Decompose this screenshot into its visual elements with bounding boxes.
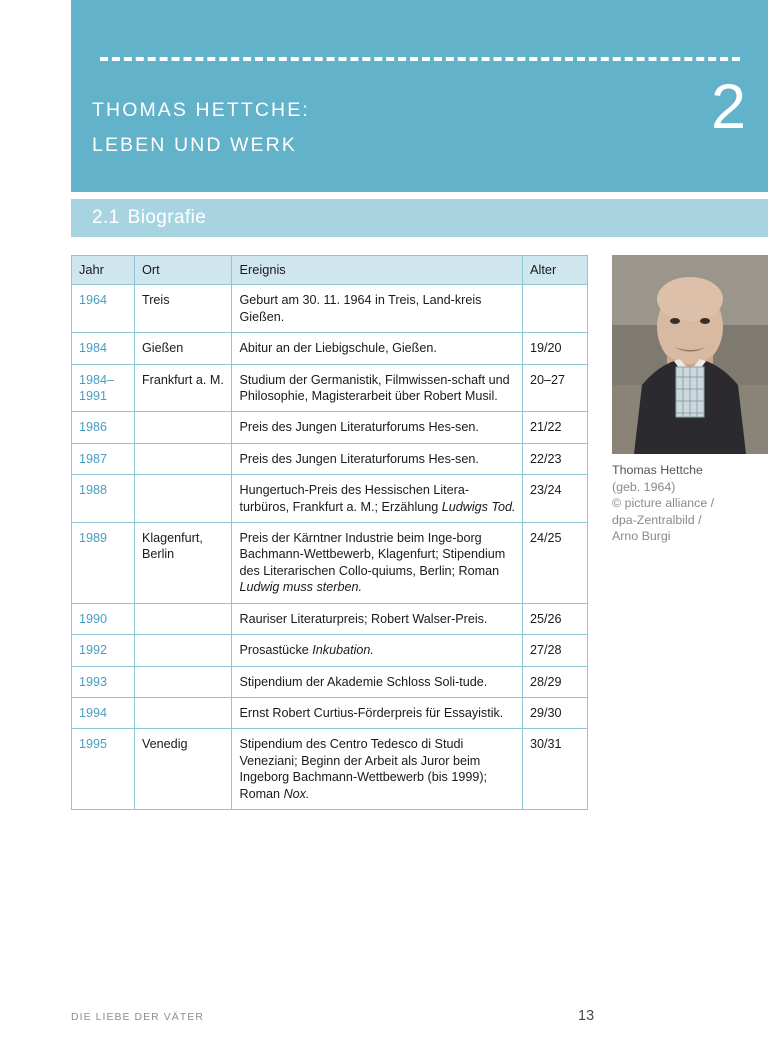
- caption-line-2: © picture alliance /: [612, 496, 715, 511]
- cell-ereignis: Ernst Robert Curtius-Förderpreis für Essayistik.: [232, 697, 523, 728]
- cell-ereignis: Stipendium des Centro Tedesco di Studi Veneziani; Beginn der Arbeit als Juror beim Ingeborg Bachmann-Wettbewerb (bis 1999); Roman Nox.: [232, 729, 523, 810]
- cell-ereignis: Preis des Jungen Literaturforums Hes-sen.: [232, 443, 523, 474]
- table-row: [72, 697, 588, 728]
- table-header-row: [72, 256, 588, 285]
- cell-jahr: 1990: [72, 603, 135, 634]
- cell-jahr: 1984–1991: [72, 364, 135, 412]
- cell-alter: 27/28: [522, 635, 587, 666]
- section-heading: [92, 207, 206, 229]
- table-row: [72, 443, 588, 474]
- cell-ereignis: Geburt am 30. 11. 1964 in Treis, Land-kreis Gießen.: [232, 285, 523, 333]
- cell-ereignis: Hungertuch-Preis des Hessischen Litera-turbüros, Frankfurt a. M.; Erzählung Ludwigs Tod.: [232, 475, 523, 523]
- cell-ort: [134, 635, 232, 666]
- cell-alter: [522, 285, 587, 333]
- cell-alter: 20–27: [522, 364, 587, 412]
- cell-ereignis: Prosastücke Inkubation.: [232, 635, 523, 666]
- cell-ereignis: Studium der Germanistik, Filmwissen-schaft und Philosophie, Magisterarbeit über Robert Musil.: [232, 364, 523, 412]
- cell-jahr: 1993: [72, 666, 135, 697]
- cell-alter: 24/25: [522, 523, 587, 604]
- cell-ort: [134, 443, 232, 474]
- cell-jahr: 1989: [72, 523, 135, 604]
- table-row: [72, 333, 588, 364]
- caption-name: Thomas Hettche: [612, 463, 703, 477]
- cell-jahr: 1992: [72, 635, 135, 666]
- cell-jahr: 1987: [72, 443, 135, 474]
- portrait-photo: [612, 255, 768, 454]
- column-header-alter: Alter: [522, 256, 587, 285]
- cell-ort: Gießen: [134, 333, 232, 364]
- cell-ereignis: Rauriser Literaturpreis; Robert Walser-Preis.: [232, 603, 523, 634]
- table-row: [72, 285, 588, 333]
- column-header-ereignis: Ereignis: [232, 256, 523, 285]
- cell-alter: 21/22: [522, 412, 587, 443]
- cell-alter: 22/23: [522, 443, 587, 474]
- caption-line-3: dpa-Zentralbild /: [612, 512, 702, 527]
- cell-jahr: 1995: [72, 729, 135, 810]
- table-header: [72, 256, 588, 285]
- cell-ort: Frankfurt a. M.: [134, 364, 232, 412]
- caption-line-1: (geb. 1964): [612, 479, 676, 494]
- table-row: [72, 666, 588, 697]
- footer-page-number: 13: [578, 1008, 595, 1024]
- cell-ort: [134, 603, 232, 634]
- cell-ereignis: Abitur an der Liebigschule, Gießen.: [232, 333, 523, 364]
- table-row: [72, 475, 588, 523]
- biography-table: [71, 255, 588, 810]
- cell-jahr: 1994: [72, 697, 135, 728]
- cell-jahr: 1986: [72, 412, 135, 443]
- dashed-divider: [100, 57, 740, 61]
- cell-ort: [134, 412, 232, 443]
- section-heading-bar: [71, 199, 768, 237]
- cell-jahr: 1984: [72, 333, 135, 364]
- cell-ereignis: Preis des Jungen Literaturforums Hes-sen.: [232, 412, 523, 443]
- chapter-title-line1: THOMAS HETTCHE:: [92, 99, 310, 121]
- cell-alter: 30/31: [522, 729, 587, 810]
- cell-jahr: 1988: [72, 475, 135, 523]
- chapter-header-band: [71, 0, 768, 192]
- cell-ort: [134, 697, 232, 728]
- chapter-title-line2: LEBEN UND WERK: [92, 134, 297, 156]
- table-row: [72, 729, 588, 810]
- footer-book-title: DIE LIEBE DER VÄTER: [71, 1012, 204, 1023]
- cell-ort: Venedig: [134, 729, 232, 810]
- column-header-jahr: Jahr: [72, 256, 135, 285]
- table-body: [72, 285, 588, 810]
- cell-ort: [134, 666, 232, 697]
- column-header-ort: Ort: [134, 256, 232, 285]
- cell-alter: 23/24: [522, 475, 587, 523]
- cell-alter: 25/26: [522, 603, 587, 634]
- portrait-illustration: [612, 255, 768, 454]
- table-row: [72, 412, 588, 443]
- cell-ort: Treis: [134, 285, 232, 333]
- cell-alter: 19/20: [522, 333, 587, 364]
- section-title: Biografie: [127, 207, 207, 228]
- table-row: [72, 603, 588, 634]
- section-number: 2.1: [92, 207, 120, 228]
- caption-line-4: Arno Burgi: [612, 529, 671, 544]
- table-row: [72, 523, 588, 604]
- cell-alter: 28/29: [522, 666, 587, 697]
- cell-ereignis: Stipendium der Akademie Schloss Soli-tude.: [232, 666, 523, 697]
- cell-ort: [134, 475, 232, 523]
- chapter-title: [92, 93, 310, 163]
- cell-alter: 29/30: [522, 697, 587, 728]
- cell-ort: Klagenfurt, Berlin: [134, 523, 232, 604]
- table-row: [72, 635, 588, 666]
- table-row: [72, 364, 588, 412]
- chapter-number: 2: [710, 72, 746, 142]
- cell-ereignis: Preis der Kärntner Industrie beim Inge-borg Bachmann-Wettbewerb, Klagenfurt; Stipendium des Literarischen Collo-quiums, Berlin; Roman Ludwig muss sterben.: [232, 523, 523, 604]
- cell-jahr: 1964: [72, 285, 135, 333]
- photo-caption: [612, 462, 762, 545]
